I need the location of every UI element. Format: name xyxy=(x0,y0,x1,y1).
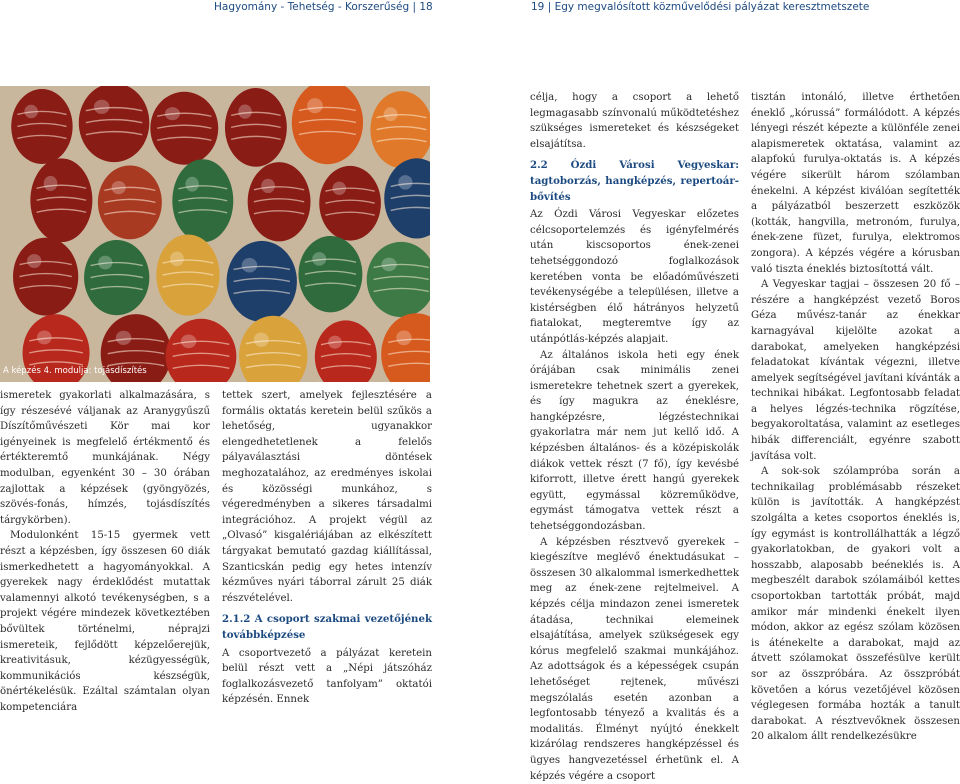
paragraph: A Vegyeskar tagjai – összesen 20 fő – részére a hangképzést vezető Boros Géza művész-tanár az énekkar karnagyával kijelölte azokat a darabokat, amelyeken hangképzési feladatokat kívántak végezni, illetve amelyek segítségével javítani kívánták a technikai hibákat. Legfontosabb feladat a helyes légzés-technika rögzítése, begyakoroltatása, valamint az esetleges hibák differenciált, egyénre szabott javítása volt. xyxy=(751,279,960,462)
egg-shape xyxy=(79,86,150,162)
egg-highlight xyxy=(396,330,411,345)
paragraph: Az általános iskola heti egy ének órájában csak minimális zenei ismeretekre tehetnek szert a gyerekek, és így magukra az éneklésre, hangképzésre, légzéstechnikai gyakorlatra már nem jut kellő idő. A képzésben általános- és a középiskolák diákok vettek részt (7 fő), így kevésbé kiforrott, illetve érett hangú gyerekek együtt, egymással közreműködve, egymást támogatva vettek részt a tehetséggondozásban. xyxy=(530,349,739,533)
egg-highlight xyxy=(112,181,126,194)
egg-highlight xyxy=(116,331,132,345)
paragraph: A sok-sok szólampróba során a technikailag problémásabb részeket külön is javították. A hangképzést szolgálta a ketes csoportos éneklés is, így egymást is kontrollálhatták a légző gyakorlatokban, de gyakori volt a hosszabb, alaposabb beéneklés is. A megbeszélt darabok szólamáiból kettes csoportokban tartották próbát, majd amikor már mindenki énekelt ilyen módon, akkor az egész szólam közösen is áténekelte a darabokat, majd az átvett szólamokat összefésülve került sor az összpróbára. Az összpróbát követően a kórus vezetőjével közösen véglegesen formába hozták a tanult darabokat. A résztvevőknek összesen 20 alkalom állt rendelkezésükre xyxy=(751,466,960,743)
egg-highlight xyxy=(238,105,252,119)
text-column-4 xyxy=(751,90,960,745)
egg-highlight xyxy=(254,332,269,346)
text-column-1 xyxy=(0,388,210,715)
text-column-3 xyxy=(530,90,739,784)
egg-highlight xyxy=(384,107,398,121)
text-column-2 xyxy=(222,388,432,708)
egg-highlight xyxy=(328,336,342,349)
egg-highlight xyxy=(27,254,41,268)
paragraph: tettek szert, amelyek fejlesztésére a formális oktatás keretein belül szűkös a lehetőség, ugyanakkor elengedhetetlenek a felelős pályaválasztási döntések meghozatalához, az eredményes iskolai és közösségi munkához, s végeredményben a sikeres társadalmi integrációhoz. A projekt végül az „Olvasó” kisgalériájában az elkészített tárgyakat bemutató gazdag kiállítással, Szanticskán pedig egy hetes intenzív kézműves nyári táborral zárult 25 diák részvételével. xyxy=(222,390,432,604)
egg-highlight xyxy=(185,177,198,192)
egg-highlight xyxy=(98,256,112,270)
egg-highlight xyxy=(44,176,58,191)
running-head-left: Hagyomány - Tehetség - Korszerűség | 18 xyxy=(214,1,433,13)
paragraph: ismeretek gyakorlati alkalmazására, s így részesévé váljanak az Aranygyűszű Díszítőművészeti Kör mai kor igényeinek is megfelelő értékmentő és értékteremtő munkájának. Négy modulban, egyenként 30 – 30 órában zajlottak a képzések (gyöngyözés, szövés-fonás, hímzés, tojásdíszítés tárgykörben). xyxy=(0,390,210,526)
egg-highlight xyxy=(242,258,257,273)
paragraph: tisztán intonáló, illetve érthetően éneklő „kórussá” formálódott. A képzés lényegi részét képezte a különféle zenei alapismeretek oktatása, valamint az alapfokú furulya-oktatás is. A képzés végére sikerült három szólamban énekelni. A képzést kiválóan segítették a pályázatból beszerzett eszközök (kották, hangvilla, metronóm, furulya, ének-zene füzet, furulya, elektromos zongora). A képzés végére a kórusban való tiszta éneklés biztosítottá vált. xyxy=(751,92,960,275)
decorated-eggs-photo xyxy=(0,86,430,382)
egg-highlight xyxy=(312,252,326,266)
running-head-right: 19 | Egy megvalósított közművelődési pályázat keresztmetszete xyxy=(531,1,870,13)
figure-caption: A képzés 4. modulja: tojásdíszítés xyxy=(3,366,147,376)
page-header-right xyxy=(0,0,960,14)
egg-highlight xyxy=(165,107,180,120)
section-heading: 2.1.2 A csoport szakmai vezetőjének továbbképzése xyxy=(222,613,432,641)
egg-highlight xyxy=(333,182,347,195)
paragraph: célja, hogy a csoport a lehető legmagasabb színvonalú működtetéshez szükséges ismereteket és készségeket elsajátítsa. xyxy=(530,92,739,150)
egg-highlight xyxy=(261,179,275,193)
egg-highlight xyxy=(37,330,52,344)
egg-highlight xyxy=(382,258,397,272)
egg-highlight xyxy=(307,98,323,113)
section-heading: 2.2 Ózdi Városi Vegyeskar: tagtoborzás, hangképzés, repertoár-bővítés xyxy=(530,159,739,203)
egg-highlight xyxy=(398,175,412,189)
paragraph: Az Ózdi Városi Vegyeskar előzetes célcsoportelemzés és igényfelmérés után kiscsoportos ének-zenei tehetséggondozó foglalkozások keretében vonta be előadóművészeti tevékenységébe a településen, illetve a kistérségben élő hátrányos helyzetű fiatalokat, megteremtve így az utánpótlás-képzés alapjait. xyxy=(530,209,739,345)
egg-highlight xyxy=(170,252,184,267)
paragraph: A csoportvezető a pályázat keretein belül részt vett a „Népi játszóház foglalkozásvezető tanfolyam” oktatói képzésén. Ennek xyxy=(222,647,432,706)
paragraph: A képzésben résztvevő gyerekek – kiegészítve meglévő énektudásukat – összesen 30 alkalommal ismerkedhettek meg az ének-zene rejtelmeivel. A képzés célja mindazon zenei ismeretek átadása, technikai elemeinek elsajátítása, amelyek szükségesek egy kórus megfelelő szakmai munkájához. Az adottságok és a képességek csupán lehetőséget rejtenek, művészi megszólalás esetén azonban a legfontosabb tényező a kvalitás és a modalitás. Élményt nyújtó énekkelt kizárólag rendszeres hangképzéssel és ügyes hangvezetéssel érhetünk el. A képzés végére a csoport xyxy=(530,536,739,782)
paragraph: Modulonként 15-15 gyermek vett részt a képzésben, így összesen 60 diák ismerkedhetett a hagyományokkal. A gyerekek nagy érdeklődést mutattak valamennyi alkotó tevékenységben, s a projekt végére mindezek következtében bővültek történelmi, néprajzi ismereteik, fejlődött képzelőerejük, kreativitásuk, kézügyességük, kommunikációs készségük, önértékelésük. Ezáltal számtalan olyan kompetenciára xyxy=(0,530,210,713)
egg-highlight xyxy=(94,100,110,114)
egg-highlight xyxy=(24,105,38,118)
egg-highlight xyxy=(181,335,197,349)
